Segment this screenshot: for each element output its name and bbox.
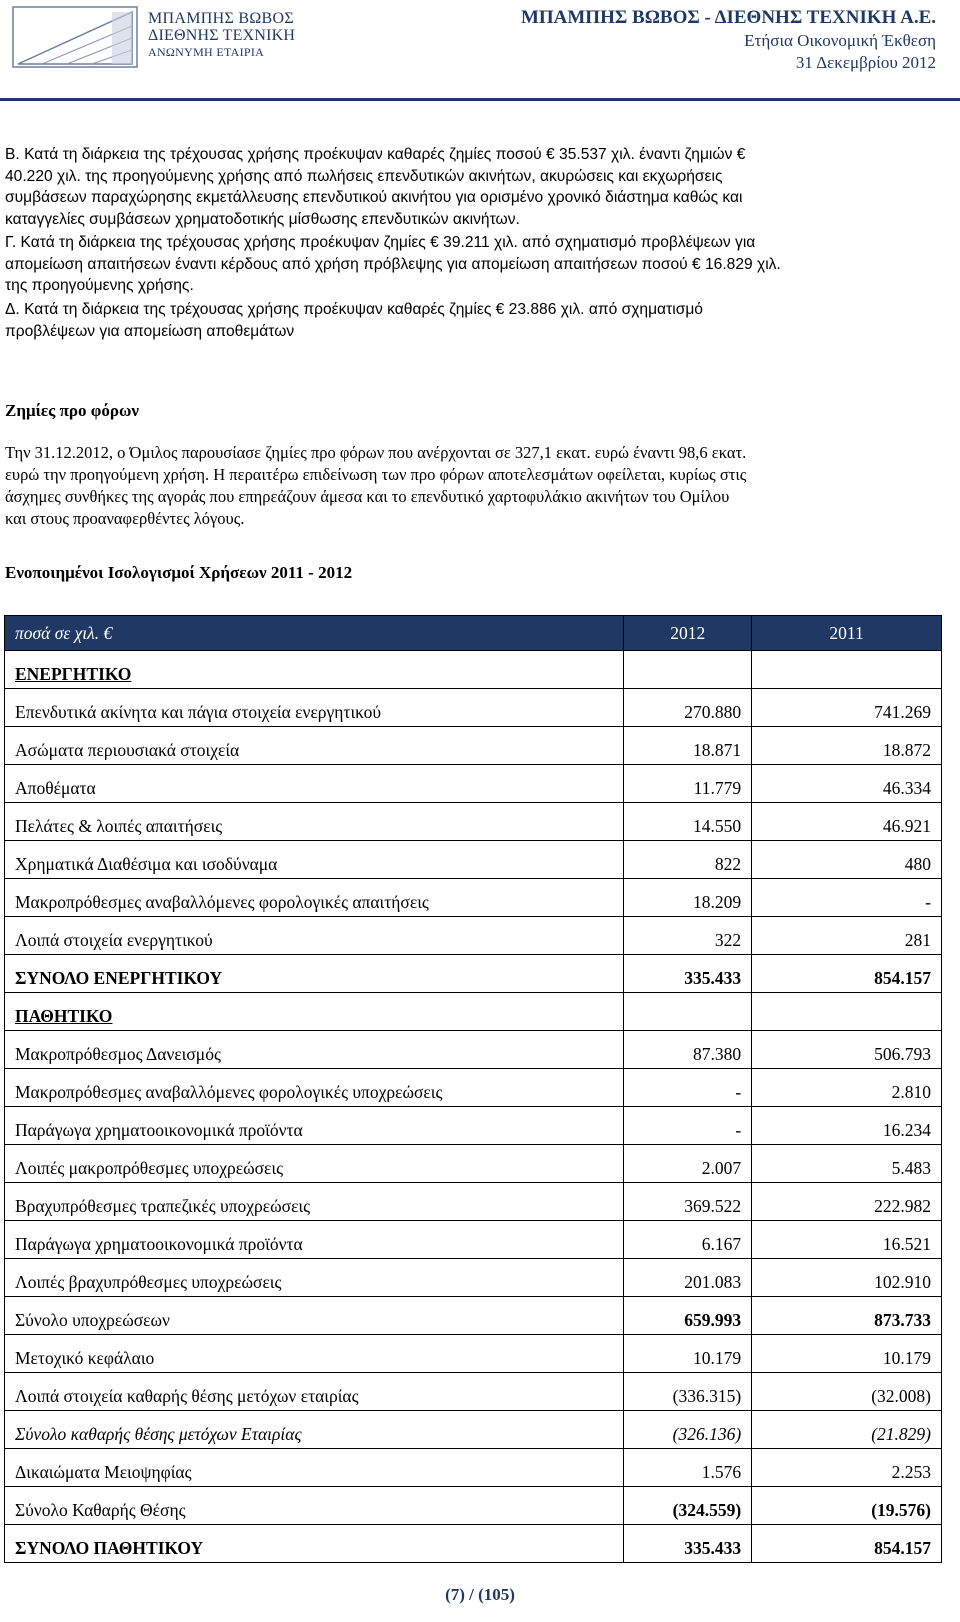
balance-sheet-table	[4, 615, 942, 1563]
value-2012: 18.209	[624, 879, 752, 917]
value-2011: 10.179	[752, 1335, 942, 1373]
logo-line-2: ΔΙΕΘΝΗΣ ΤΕΧΝΙΚΗ	[148, 27, 296, 44]
table-row	[5, 993, 942, 1031]
value-2012: 2.007	[624, 1145, 752, 1183]
row-label: ΣΥΝΟΛΟ ΕΝΕΡΓΗΤΙΚΟΥ	[5, 955, 624, 993]
value-2011: 2.810	[752, 1069, 942, 1107]
value-2012: 10.179	[624, 1335, 752, 1373]
row-label: Μακροπρόθεσμες αναβαλλόμενες φορολογικές υποχρεώσεις	[5, 1069, 624, 1107]
row-label: Μακροπρόθεσμες αναβαλλόμενες φορολογικές απαιτήσεις	[5, 879, 624, 917]
row-label: Μετοχικό κεφάλαιο	[5, 1335, 624, 1373]
value-2011: 16.234	[752, 1107, 942, 1145]
paragraph-g	[5, 232, 943, 297]
logo-text	[148, 10, 295, 61]
paragraph-line: της προηγούμενης χρήσης.	[5, 277, 194, 294]
row-label: Αποθέματα	[5, 765, 624, 803]
logo-line-3: ΑΝΩΝΥΜΗ ΕΤΑΙΡΙΑ	[148, 45, 265, 59]
value-2012: 822	[624, 841, 752, 879]
paragraph-b	[5, 144, 943, 230]
page-number: (7) / (105)	[445, 1585, 515, 1604]
value-2012: 335.433	[624, 1525, 752, 1563]
row-label: Πελάτες & λοιπές απαιτήσεις	[5, 803, 624, 841]
amount-unit-label: ποσά σε χιλ. €	[5, 616, 624, 651]
row-label: ΕΝΕΡΓΗΤΙΚΟ	[5, 651, 624, 689]
losses-title: Ζημίες προ φόρων	[5, 401, 139, 420]
value-2012: (336.315)	[624, 1373, 752, 1411]
value-2012: -	[624, 1107, 752, 1145]
value-2012: (326.136)	[624, 1411, 752, 1449]
row-label: Λοιπά στοιχεία ενεργητικού	[5, 917, 624, 955]
value-2012: 659.993	[624, 1297, 752, 1335]
report-date: 31 Δεκεμβρίου 2012	[795, 53, 936, 72]
paragraph-d	[5, 299, 943, 342]
row-label: Λοιπές βραχυπρόθεσμες υποχρεώσεις	[5, 1259, 624, 1297]
paragraph-line: Την 31.12.2012, ο Όμιλος παρουσίασε ζημίες προ φόρων που ανέρχονται σε 327,1 εκατ. ευρώ έναντι 98,6 εκατ.	[5, 443, 747, 462]
value-2012	[624, 993, 752, 1031]
value-2011: (21.829)	[752, 1411, 942, 1449]
value-2011: 46.921	[752, 803, 942, 841]
value-2012: 18.871	[624, 727, 752, 765]
table-row	[5, 1221, 942, 1259]
row-label: Λοιπά στοιχεία καθαρής θέσης μετόχων εταιρίας	[5, 1373, 624, 1411]
row-label: ΠΑΘΗΤΙΚΟ	[5, 993, 624, 1031]
row-label: Μακροπρόθεσμος Δανεισμός	[5, 1031, 624, 1069]
value-2011: 102.910	[752, 1259, 942, 1297]
row-label: Βραχυπρόθεσμες τραπεζικές υποχρεώσεις	[5, 1183, 624, 1221]
value-2011	[752, 651, 942, 689]
value-2011: 854.157	[752, 1525, 942, 1563]
table-row	[5, 1183, 942, 1221]
value-2011: 480	[752, 841, 942, 879]
value-2011	[752, 993, 942, 1031]
value-2012: 369.522	[624, 1183, 752, 1221]
row-label: Επενδυτικά ακίνητα και πάγια στοιχεία ενεργητικού	[5, 689, 624, 727]
table-row	[5, 841, 942, 879]
paragraph-line: και στους προαναφερθέντες λόγους.	[5, 509, 245, 528]
row-label: Παράγωγα χρηματοοικονομικά προϊόντα	[5, 1107, 624, 1145]
page-header	[0, 0, 960, 102]
paragraph-line: 40.220 χιλ. της προηγούμενης χρήσης από πωλήσεις επενδυτικών ακινήτων, ακυρώσεις και εκχωρήσεις	[5, 167, 723, 185]
row-label: Σύνολο υποχρεώσεων	[5, 1297, 624, 1335]
table-row	[5, 765, 942, 803]
value-2012: 11.779	[624, 765, 752, 803]
row-label: Δικαιώματα Μειοψηφίας	[5, 1449, 624, 1487]
value-2011: 5.483	[752, 1145, 942, 1183]
table-row	[5, 803, 942, 841]
value-2012: 335.433	[624, 955, 752, 993]
value-2012: 270.880	[624, 689, 752, 727]
value-2011: 16.521	[752, 1221, 942, 1259]
paragraph-line: καταγγελίες συμβάσεων χρηματοδοτικής μίσθωσης επενδυτικών ακινήτων.	[5, 210, 520, 228]
paragraph-line: άσχημες συνθήκες της αγοράς που επηρεάζουν άμεσα και το επενδυτικό χαρτοφυλάκιο ακινήτων του Ομίλου	[5, 487, 730, 506]
value-2012: 87.380	[624, 1031, 752, 1069]
value-2012: 322	[624, 917, 752, 955]
value-2012: 6.167	[624, 1221, 752, 1259]
header-divider	[0, 98, 960, 101]
balance-sheet-title: Ενοποιημένοι Ισολογισμοί Χρήσεων 2011 - 2012	[5, 563, 353, 582]
losses-paragraph	[5, 442, 943, 530]
value-2012: 201.083	[624, 1259, 752, 1297]
value-2011: 854.157	[752, 955, 942, 993]
paragraph-line: απομείωση απαιτήσεων έναντι κέρδους από χρήση πρόβλεψης για απομείωση απαιτήσεων ποσού € 16.829 χιλ.	[5, 255, 781, 273]
table-row	[5, 1259, 942, 1297]
value-2011: (32.008)	[752, 1373, 942, 1411]
table-row	[5, 1525, 942, 1563]
table-header-row	[5, 616, 942, 651]
paragraph-line: Β. Κατά τη διάρκεια της τρέχουσας χρήσης προέκυψαν καθαρές ζημίες ποσού € 35.537 χιλ. έναντι ζημιών €	[5, 146, 746, 163]
table-row	[5, 917, 942, 955]
table-row	[5, 955, 942, 993]
company-logo-icon	[12, 6, 138, 68]
paragraph-line: Δ. Κατά τη διάρκεια της τρέχουσας χρήσης προέκυψαν καθαρές ζημίες € 23.886 χιλ. από σχηματισμό	[5, 301, 703, 318]
table-row	[5, 1031, 942, 1069]
table-row	[5, 1069, 942, 1107]
table-row	[5, 1487, 942, 1525]
row-label: Παράγωγα χρηματοοικονομικά προϊόντα	[5, 1221, 624, 1259]
value-2012: 14.550	[624, 803, 752, 841]
value-2011: 2.253	[752, 1449, 942, 1487]
company-title: ΜΠΑΜΠΗΣ ΒΩΒΟΣ - ΔΙΕΘΝΗΣ ΤΕΧΝΙΚΗ Α.Ε.	[520, 7, 936, 28]
value-2011: 18.872	[752, 727, 942, 765]
paragraph-line: ευρώ την προηγούμενη χρήση. Η περαιτέρω επιδείνωση των προ φόρων αποτελεσμάτων οφείλεται, κυρίως στις	[5, 465, 747, 484]
value-2012: (324.559)	[624, 1487, 752, 1525]
report-title: Ετήσια Οικονομική Έκθεση	[744, 31, 936, 50]
row-label: Σύνολο Καθαρής Θέσης	[5, 1487, 624, 1525]
logo-line-1: ΜΠΑΜΠΗΣ ΒΩΒΟΣ	[148, 10, 294, 27]
table-row	[5, 1373, 942, 1411]
value-2012: 1.576	[624, 1449, 752, 1487]
table-row	[5, 689, 942, 727]
row-label: Χρηματικά Διαθέσιμα και ισοδύναμα	[5, 841, 624, 879]
row-label: Ασώματα περιουσιακά στοιχεία	[5, 727, 624, 765]
paragraph-line: Γ. Κατά τη διάρκεια της τρέχουσας χρήσης προέκυψαν ζημίες € 39.211 χιλ. από σχηματισμό προβλέψεων για	[5, 234, 756, 251]
paragraph-line: συμβάσεων παραχώρησης εκμετάλλευσης επενδυτικού ακινήτου για ορισμένο χρονικό διάστημα καθώς και	[5, 189, 743, 206]
row-label: Σύνολο καθαρής θέσης μετόχων Εταιρίας	[5, 1411, 624, 1449]
value-2011: -	[752, 879, 942, 917]
table-row	[5, 1335, 942, 1373]
table-row	[5, 1297, 942, 1335]
row-label: ΣΥΝΟΛΟ ΠΑΘΗΤΙΚΟΥ	[5, 1525, 624, 1563]
value-2011: (19.576)	[752, 1487, 942, 1525]
value-2012: -	[624, 1069, 752, 1107]
column-2012: 2012	[624, 616, 752, 651]
table-row	[5, 1145, 942, 1183]
table-row	[5, 1449, 942, 1487]
header-right	[521, 6, 936, 74]
value-2011: 873.733	[752, 1297, 942, 1335]
value-2011: 46.334	[752, 765, 942, 803]
table-row	[5, 651, 942, 689]
table-row	[5, 879, 942, 917]
value-2011: 281	[752, 917, 942, 955]
table-row	[5, 1107, 942, 1145]
table-row	[5, 1411, 942, 1449]
row-label: Λοιπές μακροπρόθεσμες υποχρεώσεις	[5, 1145, 624, 1183]
value-2012	[624, 651, 752, 689]
table-row	[5, 727, 942, 765]
value-2011: 741.269	[752, 689, 942, 727]
value-2011: 506.793	[752, 1031, 942, 1069]
paragraph-line: προβλέψεων για απομείωση αποθεμάτων	[5, 322, 295, 340]
value-2011: 222.982	[752, 1183, 942, 1221]
column-2011: 2011	[752, 616, 942, 651]
